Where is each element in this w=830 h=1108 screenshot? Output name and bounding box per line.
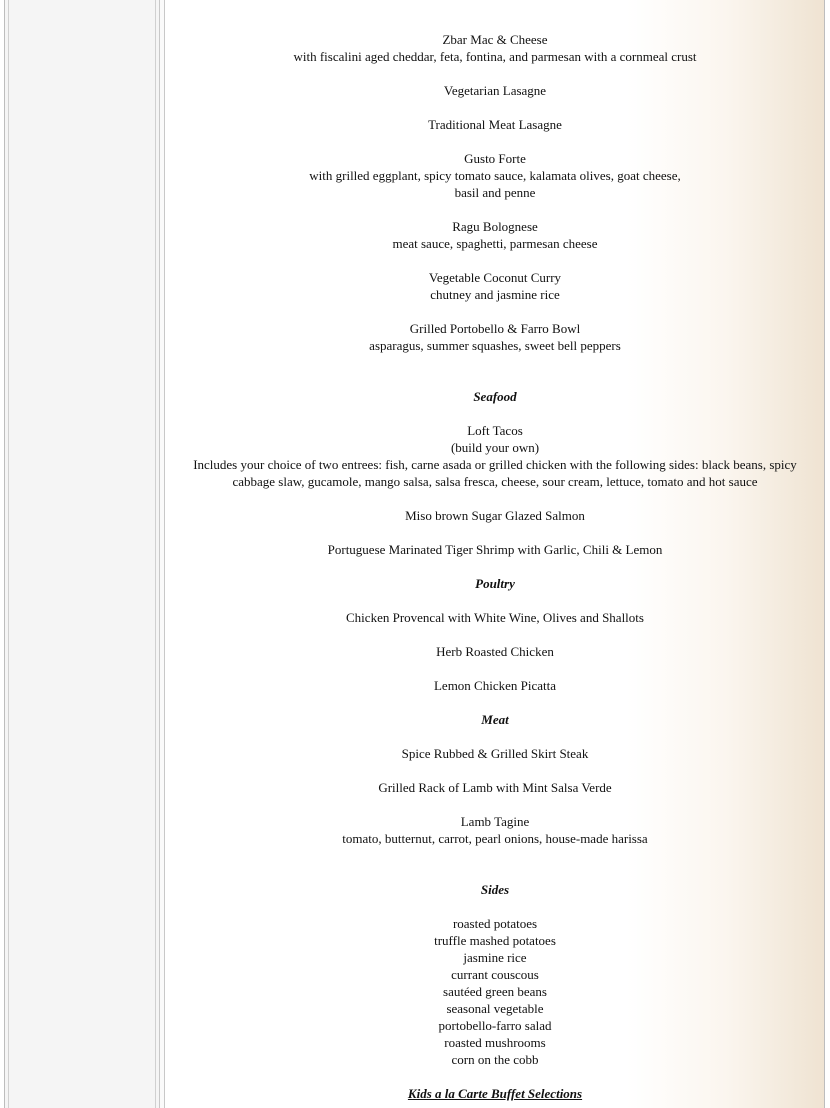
menu-item-name: Vegetable Coconut Curry <box>428 270 562 285</box>
spacer <box>180 201 810 218</box>
kids-selections-link[interactable]: Kids a la Carte Buffet Selections <box>407 1086 583 1101</box>
menu-item-description: meat sauce, spaghetti, parmesan cheese <box>392 236 598 251</box>
spacer <box>180 847 810 864</box>
menu-item-name: Grilled Rack of Lamb with Mint Salsa Verde <box>378 780 612 795</box>
menu-item-description: with fiscalini aged cheddar, feta, fontina, and parmesan with a cornmeal crust <box>293 49 697 64</box>
menu-item-description: with grilled eggplant, spicy tomato sauce, kalamata olives, goat cheese, <box>309 168 681 183</box>
spacer <box>180 65 810 82</box>
section-heading: Sides <box>480 882 510 897</box>
spacer <box>180 354 810 371</box>
menu-item-name: Miso brown Sugar Glazed Salmon <box>405 508 585 523</box>
spacer <box>180 626 810 643</box>
spacer <box>180 796 810 813</box>
menu-item-description: roasted potatoes <box>452 916 538 931</box>
menu-item-name: Vegetarian Lasagne <box>443 83 547 98</box>
menu-item-name: Spice Rubbed & Grilled Skirt Steak <box>401 746 589 761</box>
menu-content-area <box>166 0 825 1108</box>
spacer <box>180 1068 810 1085</box>
menu-item-description: asparagus, summer squashes, sweet bell peppers <box>369 338 621 353</box>
spacer <box>180 762 810 779</box>
spacer <box>180 490 810 507</box>
menu-item-name: Grilled Portobello & Farro Bowl <box>409 321 581 336</box>
menu-item-description: basil and penne <box>454 185 536 200</box>
menu-item-description: seasonal vegetable <box>446 1001 544 1016</box>
menu-item-description: portobello-farro salad <box>438 1018 552 1033</box>
section-heading: Meat <box>481 712 509 727</box>
menu-item-description: cabbage slaw, gucamole, mango salsa, salsa fresca, cheese, sour cream, lettuce, tomato and hot sauce <box>232 474 758 489</box>
menu-list <box>180 31 810 1102</box>
spacer <box>180 558 810 575</box>
spacer <box>180 133 810 150</box>
spacer <box>180 524 810 541</box>
menu-item-name: Ragu Bolognese <box>452 219 538 234</box>
spacer <box>180 592 810 609</box>
spacer <box>180 898 810 915</box>
menu-item-description: (build your own) <box>450 440 540 455</box>
section-heading: Poultry <box>475 576 515 591</box>
menu-item-description: currant couscous <box>451 967 539 982</box>
section-heading: Seafood <box>473 389 517 404</box>
menu-item-description: corn on the cobb <box>451 1052 539 1067</box>
column-divider <box>159 0 165 1108</box>
left-sidebar <box>4 0 160 1108</box>
spacer <box>180 660 810 677</box>
menu-item-description: sautéed green beans <box>443 984 547 999</box>
spacer <box>180 252 810 269</box>
menu-item-description: chutney and jasmine rice <box>430 287 560 302</box>
menu-item-name: Gusto Forte <box>464 151 526 166</box>
menu-item-name: Chicken Provencal with White Wine, Olives and Shallots <box>346 610 644 625</box>
spacer <box>180 694 810 711</box>
spacer <box>180 371 810 388</box>
spacer <box>180 405 810 422</box>
spacer <box>180 303 810 320</box>
menu-item-name: Traditional Meat Lasagne <box>428 117 562 132</box>
menu-item-name: Zbar Mac & Cheese <box>442 32 548 47</box>
menu-item-name: Lemon Chicken Picatta <box>433 678 557 693</box>
spacer <box>180 728 810 745</box>
menu-item-description: jasmine rice <box>463 950 527 965</box>
menu-item-name: Herb Roasted Chicken <box>436 644 554 659</box>
menu-item-description: tomato, butternut, carrot, pearl onions, house-made harissa <box>342 831 648 846</box>
menu-item-description: truffle mashed potatoes <box>434 933 556 948</box>
menu-item-description: roasted mushrooms <box>444 1035 546 1050</box>
menu-item-name: Loft Tacos <box>467 423 523 438</box>
menu-item-name: Lamb Tagine <box>460 814 530 829</box>
menu-item-name: Portuguese Marinated Tiger Shrimp with Garlic, Chili & Lemon <box>327 542 663 557</box>
spacer <box>180 864 810 881</box>
spacer <box>180 99 810 116</box>
menu-item-description: Includes your choice of two entrees: fish, carne asada or grilled chicken with the following sides: black beans, spicy <box>193 457 797 472</box>
